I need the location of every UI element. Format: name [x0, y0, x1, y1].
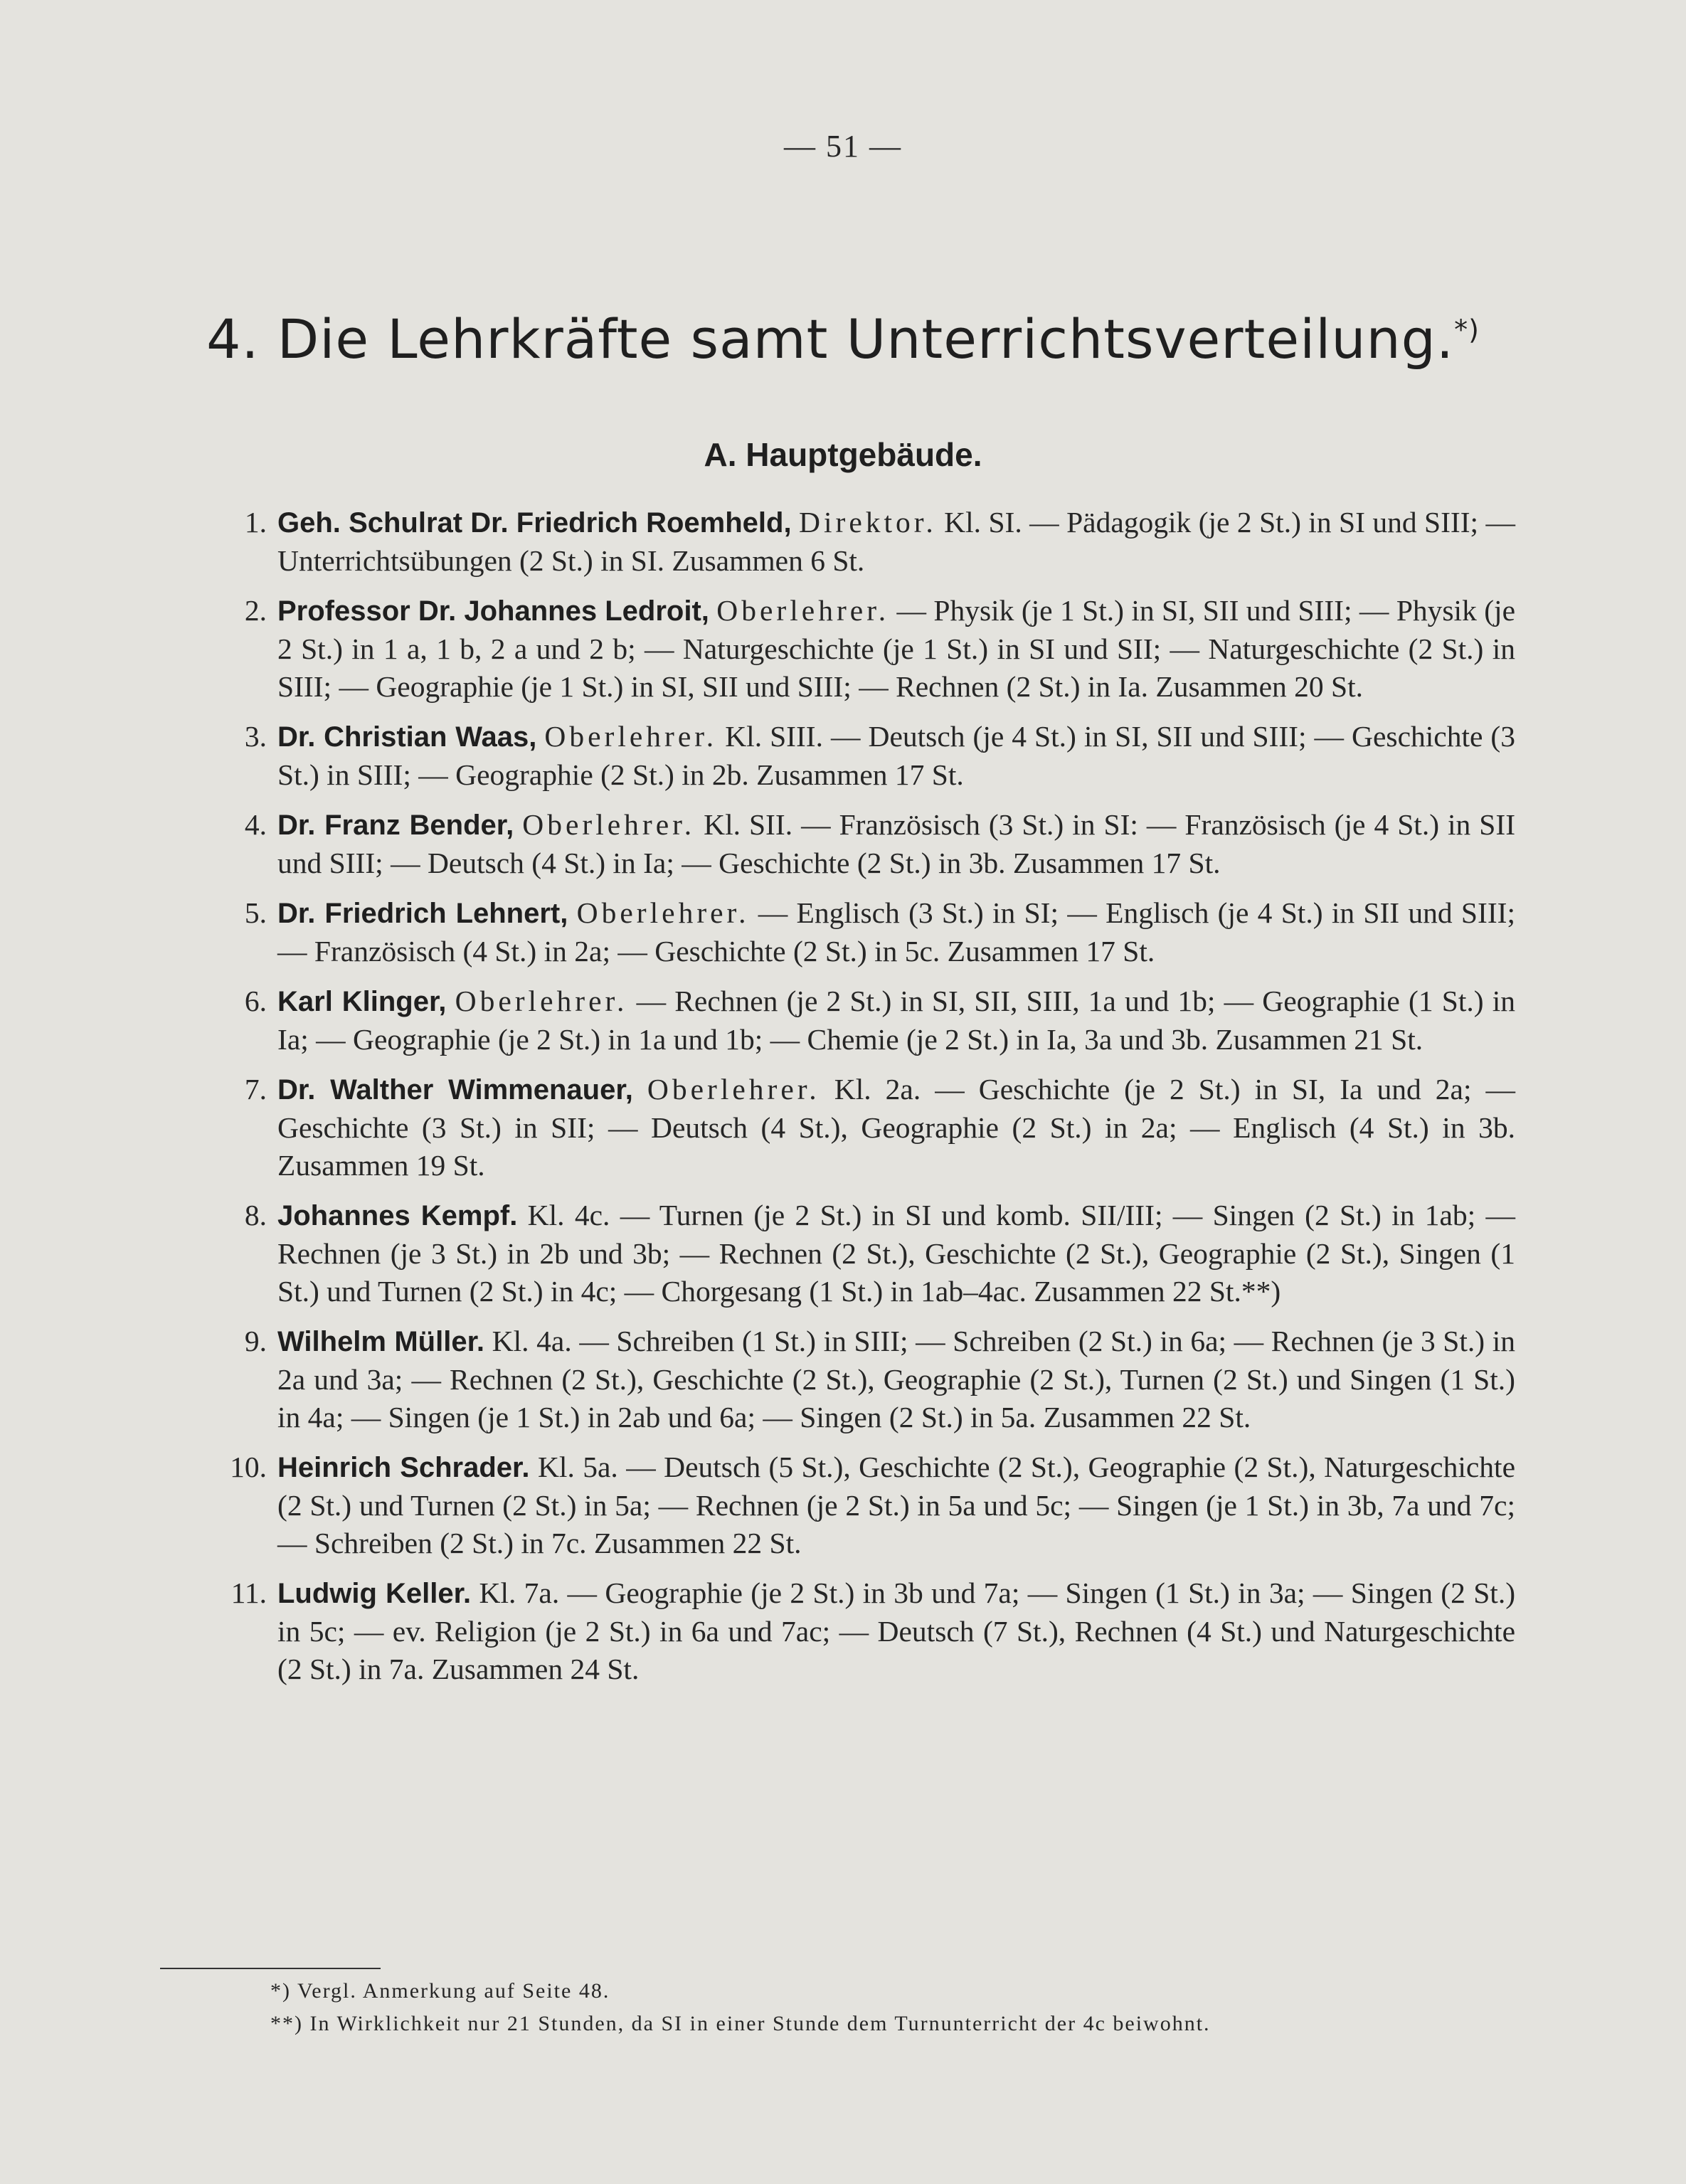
- page-title: [0, 307, 1686, 371]
- teacher-name: Dr. Friedrich Lehnert,: [277, 898, 568, 929]
- teaching-assignment: Kl. SIII. — Deutsch (je 4 St.) in SI, SII und SIII; — Geschichte (3 St.) in SIII; — Geographie (2 St.) in 2b. Zusammen 17 St.: [277, 720, 1515, 791]
- entry-number: 2.: [244, 594, 267, 627]
- teaching-assignment: — Englisch (3 St.) in SI; — Englisch (je 4 St.) in SII und SIII; — Französisch (4 St.) in 2a; — Geschichte (2 St.) in 5c. Zusammen 17 St.: [277, 896, 1516, 968]
- entry-number: 11.: [230, 1576, 267, 1609]
- teacher-name: Heinrich Schrader.: [277, 1452, 530, 1483]
- teacher-entry: [244, 718, 1515, 794]
- teaching-assignment: — Physik (je 1 St.) in SI, SII und SIII; — Physik (je 2 St.) in 1 a, 1 b, 2 a und 2 b; — Naturgeschichte (je 1 St.) in SI und SII; — Naturgeschichte (2 St.) in SIII; — Geographie (je 1 St.) in SI, SII und SIII; — Rechnen (2 St.) in Ia. Zusammen 20 St.: [277, 594, 1516, 703]
- teaching-assignment: Kl. SII. — Französisch (3 St.) in SI: — Französisch (je 4 St.) in SII und SIII; — Deutsch (4 St.) in Ia; — Geschichte (2 St.) in 3b. Zusammen 17 St.: [277, 808, 1516, 879]
- teacher-entry: [244, 504, 1516, 580]
- teacher-entry: [244, 894, 1516, 970]
- entry-number: 7.: [244, 1073, 267, 1106]
- teacher-name: Dr. Walther Wimmenauer,: [277, 1074, 633, 1106]
- teacher-name: Professor Dr. Johannes Ledroit,: [277, 595, 709, 627]
- teacher-entry: [244, 982, 1516, 1059]
- teacher-entry: [244, 1197, 1516, 1310]
- teacher-role: Direktor.: [799, 506, 937, 539]
- footnote: **) In Wirklichkeit nur 21 Stunden, da SI in einer Stunde dem Turnunterricht der 4c beiwohnt.: [270, 2012, 1211, 2035]
- entry-number: 6.: [244, 985, 267, 1017]
- teacher-entry: [230, 1574, 1516, 1688]
- teaching-assignment: Kl. 2a. — Geschichte (je 2 St.) in SI, Ia und 2a; — Geschichte (3 St.) in SII; — Deutsch (4 St.), Geographie (2 St.) in 2a; — Englisch (4 St.) in 3b. Zusammen 19 St.: [277, 1073, 1516, 1182]
- teacher-role: Oberlehrer.: [716, 594, 890, 627]
- teacher-role: Oberlehrer.: [544, 720, 718, 753]
- teacher-name: Johannes Kempf.: [277, 1200, 518, 1231]
- teacher-role: Oberlehrer.: [647, 1073, 820, 1106]
- title-footnote-marker: *): [1454, 314, 1480, 346]
- teaching-assignment: Kl. 4c. — Turnen (je 2 St.) in SI und komb. SII/III; — Singen (2 St.) in 1ab; — Rechnen (je 3 St.) in 2b und 3b; — Rechnen (2 St.), Geschichte (2 St.), Geographie (2 St.), Singen (1 St.) und Turnen (2 St.) in 4c; — Chorgesang (1 St.) in 1ab–4ac. Zusammen 22 St.**): [277, 1199, 1516, 1308]
- footnote: *) Vergl. Anmerkung auf Seite 48.: [270, 1979, 610, 2003]
- footnote-divider: [160, 1968, 381, 1969]
- entry-number: 10.: [230, 1451, 267, 1483]
- teaching-assignment: Kl. 7a. — Geographie (je 2 St.) in 3b und 7a; — Singen (1 St.) in 3a; — Singen (2 St.) in 5c; — ev. Religion (je 2 St.) in 6a und 7ac; — Deutsch (7 St.), Rechnen (4 St.) und Naturgeschichte (2 St.) in 7a. Zusammen 24 St.: [277, 1576, 1516, 1685]
- teacher-name: Dr. Franz Bender,: [277, 810, 514, 841]
- teaching-assignment: Kl. SI. — Pädagogik (je 2 St.) in SI und SIII; — Unterrichtsübungen (2 St.) in SI. Zusammen 6 St.: [277, 506, 1516, 577]
- entry-number: 4.: [244, 808, 267, 841]
- teaching-assignment: Kl. 5a. — Deutsch (5 St.), Geschichte (2 St.), Geographie (2 St.), Naturgeschichte (2 St.) und Turnen (2 St.) in 5a; — Rechnen (je 2 St.) in 5a und 5c; — Singen (je 1 St.) in 3b, 7a und 7c; — Schreiben (2 St.) in 7c. Zusammen 22 St.: [277, 1451, 1515, 1559]
- teacher-entry: [244, 1071, 1516, 1184]
- entry-number: 5.: [244, 896, 267, 929]
- teacher-name: Geh. Schulrat Dr. Friedrich Roemheld,: [277, 507, 792, 539]
- title-text: 4. Die Lehrkräfte samt Unterrichtsverteilung.: [206, 307, 1455, 371]
- teacher-entry: [244, 592, 1516, 706]
- entry-number: 3.: [244, 720, 267, 753]
- teacher-role: Oberlehrer.: [522, 808, 696, 841]
- footnotes: [270, 1975, 1551, 2040]
- teacher-entry: [244, 806, 1516, 882]
- page-number: — 51 —: [784, 129, 902, 164]
- entry-number: 1.: [244, 506, 267, 539]
- teacher-name: Dr. Christian Waas,: [277, 721, 537, 753]
- entry-number: 8.: [244, 1199, 267, 1231]
- teacher-entry: [244, 1322, 1516, 1436]
- teacher-name: Ludwig Keller.: [277, 1578, 472, 1609]
- entry-number: 9.: [244, 1325, 267, 1357]
- teacher-entry: [230, 1448, 1515, 1562]
- teacher-role: Oberlehrer.: [576, 896, 750, 929]
- teacher-role: Oberlehrer.: [455, 985, 628, 1017]
- teaching-assignment: Kl. 4a. — Schreiben (1 St.) in SIII; — Schreiben (2 St.) in 6a; — Rechnen (je 3 St.) in 2a und 3a; — Rechnen (2 St.), Geschichte (2 St.), Geographie (2 St.), Turnen (2 St.) und Singen (1 St.) in 4a; — Singen (je 1 St.) in 2ab und 6a; — Singen (2 St.) in 5a. Zusammen 22 St.: [277, 1325, 1516, 1433]
- teacher-list: [230, 504, 1516, 1700]
- teacher-name: Karl Klinger,: [277, 986, 447, 1017]
- teacher-name: Wilhelm Müller.: [277, 1326, 485, 1357]
- section-heading: A. Hauptgebäude.: [704, 436, 982, 473]
- teaching-assignment: — Rechnen (je 2 St.) in SI, SII, SIII, 1a und 1b; — Geographie (1 St.) in Ia; — Geographie (je 2 St.) in 1a und 1b; — Chemie (je 2 St.) in Ia, 3a und 3b. Zusammen 21 St.: [277, 985, 1516, 1056]
